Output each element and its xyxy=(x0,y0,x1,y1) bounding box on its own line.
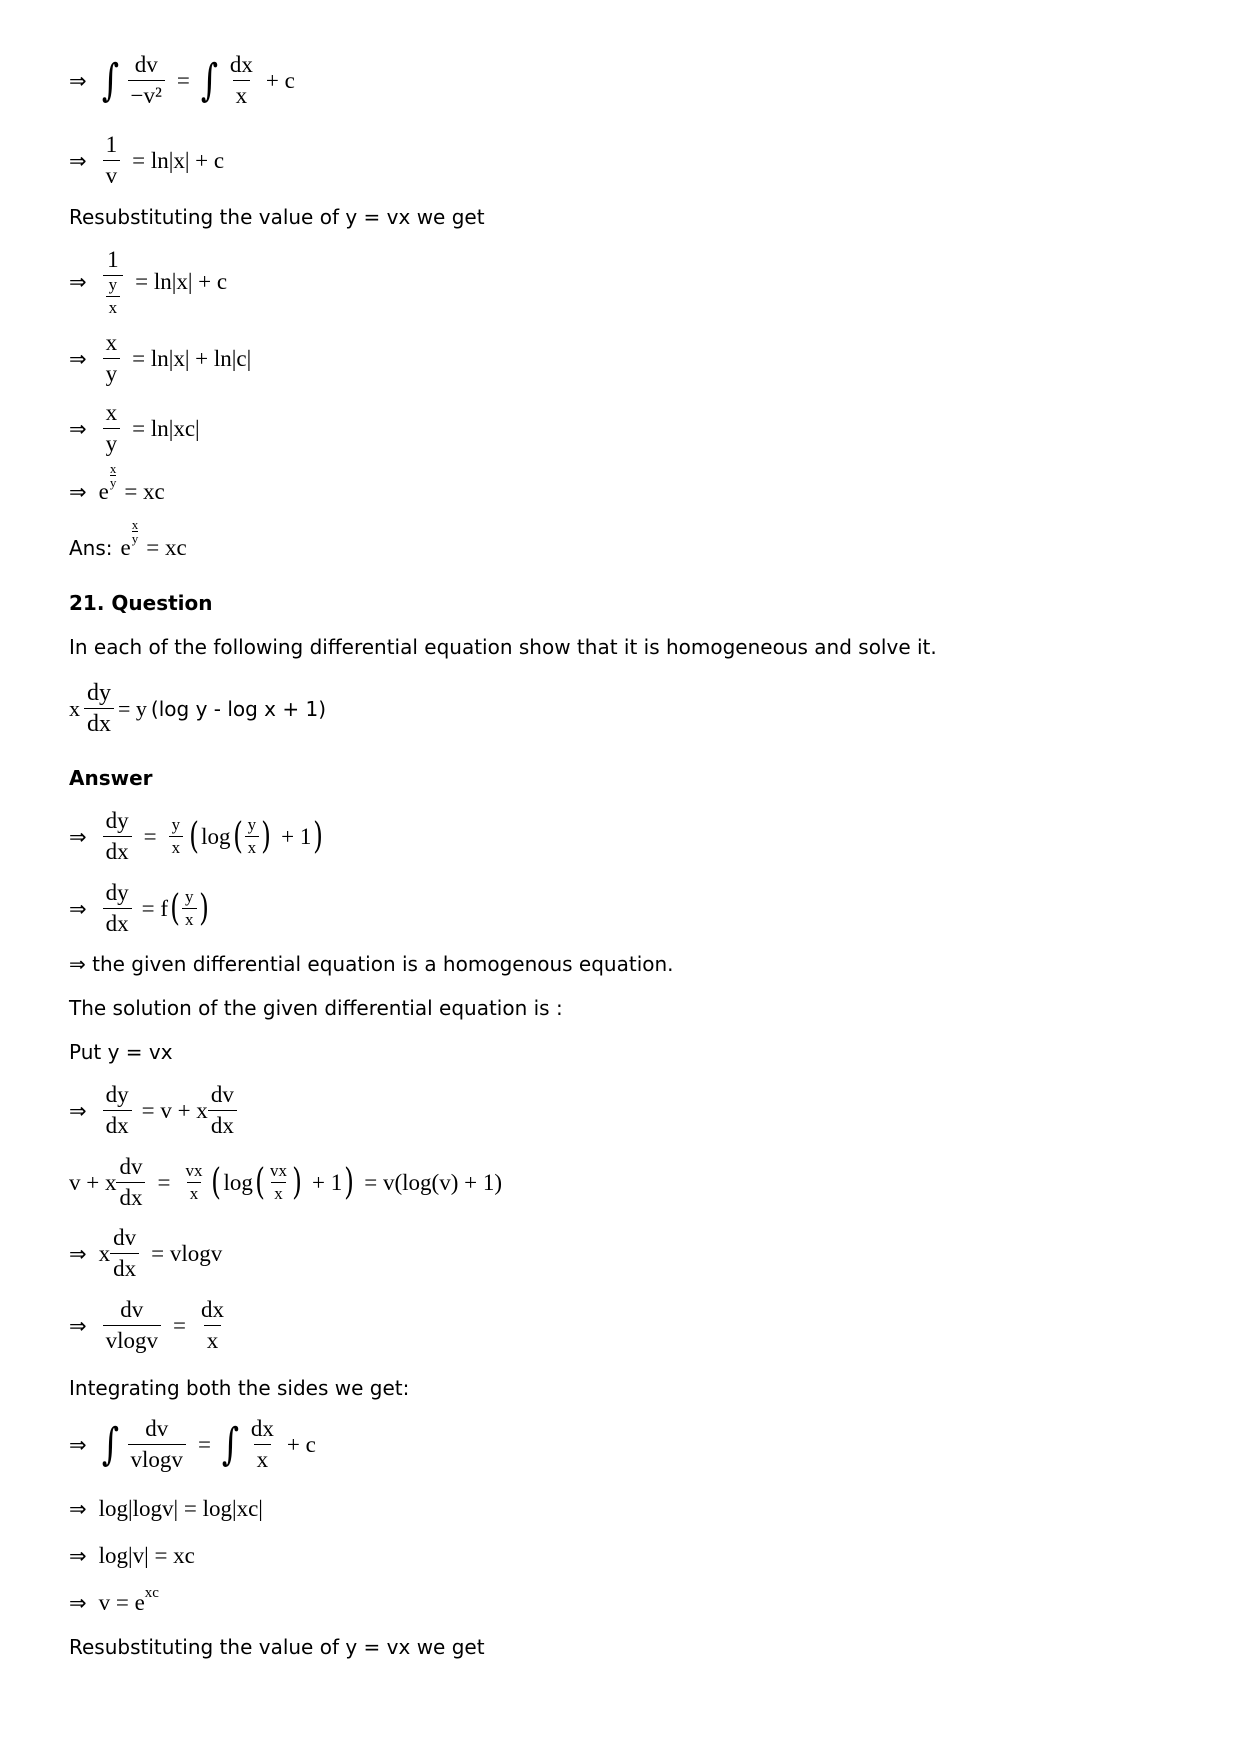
fraction: $\frac{dv}{dx}$ xyxy=(116,1154,145,1211)
fraction: $\frac{x}{y}$ xyxy=(103,400,121,457)
exponent-fraction: $\frac{x}{y}$ xyxy=(109,461,117,490)
eq-line-3: ⇒ $\frac{1}{\frac{y}{x}}$ = ln|x| + c xyxy=(69,247,228,317)
fraction: $\frac{1}{\frac{y}{x}}$ xyxy=(103,247,124,317)
eq-answer-3: ⇒ $\frac{dy}{dx}$ = v + x $\frac{dv}{dx}$ xyxy=(69,1082,241,1139)
resubstitute-text-2: Resubstituting the value of y = vx we get xyxy=(69,1635,485,1659)
eq-answer-8: ⇒ log|logv| = log|xc| xyxy=(69,1496,263,1521)
nested-fraction: $\frac{y}{x}$ xyxy=(106,276,121,317)
resubstitute-text: Resubstituting the value of y = vx we get xyxy=(69,205,485,229)
statement-solution: The solution of the given differential equation is : xyxy=(69,996,563,1020)
eq-answer-7: ⇒ ∫ $\frac{dv}{vlogv}$ = ∫ $\frac{dx}{x}$ + c xyxy=(69,1416,316,1472)
eq-answer-4: v + x $\frac{dv}{dx}$ = $\frac{vx}{x}$ ( log ( $\frac{vx}{x}$ ) + 1 ) = v(log(v) + 1) xyxy=(69,1154,503,1210)
fraction: $\frac{dy}{dx}$ xyxy=(84,680,114,737)
fraction: $\frac{dx}{x}$ xyxy=(229,52,253,108)
eq-answer-10: ⇒ v = e xc xyxy=(69,1584,159,1615)
eq-line-2: ⇒ $\frac{1}{v}$ = ln|x| + c xyxy=(69,132,225,188)
answer-line xyxy=(69,517,187,561)
fraction: $\frac{dy}{dx}$ xyxy=(103,1082,132,1139)
eq-answer-6: ⇒ $\frac{dv}{vlogv}$ = $\frac{dx}{x}$ xyxy=(69,1297,231,1354)
statement-put: Put y = vx xyxy=(69,1040,173,1064)
ans-math: e $\frac{x}{y}$ = xc xyxy=(120,517,187,560)
fraction: $\frac{y}{x}$ xyxy=(182,888,197,929)
fraction: $\frac{dx}{x}$ xyxy=(200,1297,224,1353)
fraction: $\frac{vx}{x}$ xyxy=(269,1161,287,1203)
integral-sign: ∫ xyxy=(101,54,119,106)
eq-line-5: ⇒ $\frac{x}{y}$ = ln|xc| xyxy=(69,400,200,456)
fraction: $\frac{dx}{x}$ xyxy=(250,1416,274,1472)
ans-label: Ans: xyxy=(69,535,113,560)
fraction: $\frac{vx}{x}$ xyxy=(185,1161,203,1203)
fraction: $\frac{y}{x}$ xyxy=(245,816,260,857)
answer-heading: Answer xyxy=(69,766,153,790)
question-text: In each of the following differential equation show that it is homogeneous and solve it. xyxy=(69,635,937,659)
integral-sign: ∫ xyxy=(101,1418,119,1470)
eq-answer-9: ⇒ log|v| = xc xyxy=(69,1543,195,1568)
eq-integral-line-1: ⇒ ∫ $\frac{dv}{\text{−v²}}$ = ∫ $\frac{dx}{x}$ + c xyxy=(69,52,295,108)
fraction: $\frac{dv}{vlogv}$ xyxy=(103,1297,161,1354)
statement-integrating: Integrating both the sides we get: xyxy=(69,1376,410,1400)
statement-homogenous: ⇒ the given differential equation is a homogenous equation. xyxy=(69,952,674,976)
fraction: $\frac{dv}{\text{−v²}}$ xyxy=(128,52,165,109)
eq-answer-2: ⇒ $\frac{dy}{dx}$ = f ( $\frac{y}{x}$ ) xyxy=(69,880,209,936)
question-title: 21. Question xyxy=(69,591,213,615)
fraction: $\frac{dy}{dx}$ xyxy=(103,880,132,937)
eq-answer-5: ⇒ x $\frac{dv}{dx}$ = vlogv xyxy=(69,1225,223,1281)
question-equation: x $\frac{dy}{dx}$ = y (log y - log x + 1) xyxy=(69,680,327,737)
eq-line-4: ⇒ $\frac{x}{y}$ = ln|x| + ln|c| xyxy=(69,330,252,386)
implies-arrow: ⇒ xyxy=(69,68,87,93)
integral-sign: ∫ xyxy=(200,54,218,106)
fraction: $\frac{dv}{dx}$ xyxy=(208,1082,237,1139)
fraction: $\frac{dv}{dx}$ xyxy=(110,1225,139,1282)
fraction: $\frac{y}{x}$ xyxy=(169,816,184,857)
fraction: $\frac{x}{y}$ xyxy=(103,330,121,387)
exponent-fraction: $\frac{x}{y}$ xyxy=(131,517,139,546)
eq-answer-1: ⇒ $\frac{dy}{dx}$ = $\frac{y}{x}$ ( log ( $\frac{y}{x}$ ) + 1 ) xyxy=(69,808,324,864)
fraction: $\frac{dy}{dx}$ xyxy=(103,808,132,865)
eq-line-6: ⇒ e $\frac{x}{y}$ = xc xyxy=(69,461,165,504)
fraction: $\frac{dv}{vlogv}$ xyxy=(128,1416,186,1473)
integral-sign: ∫ xyxy=(221,1418,239,1470)
fraction: $\frac{1}{v}$ xyxy=(103,132,121,189)
